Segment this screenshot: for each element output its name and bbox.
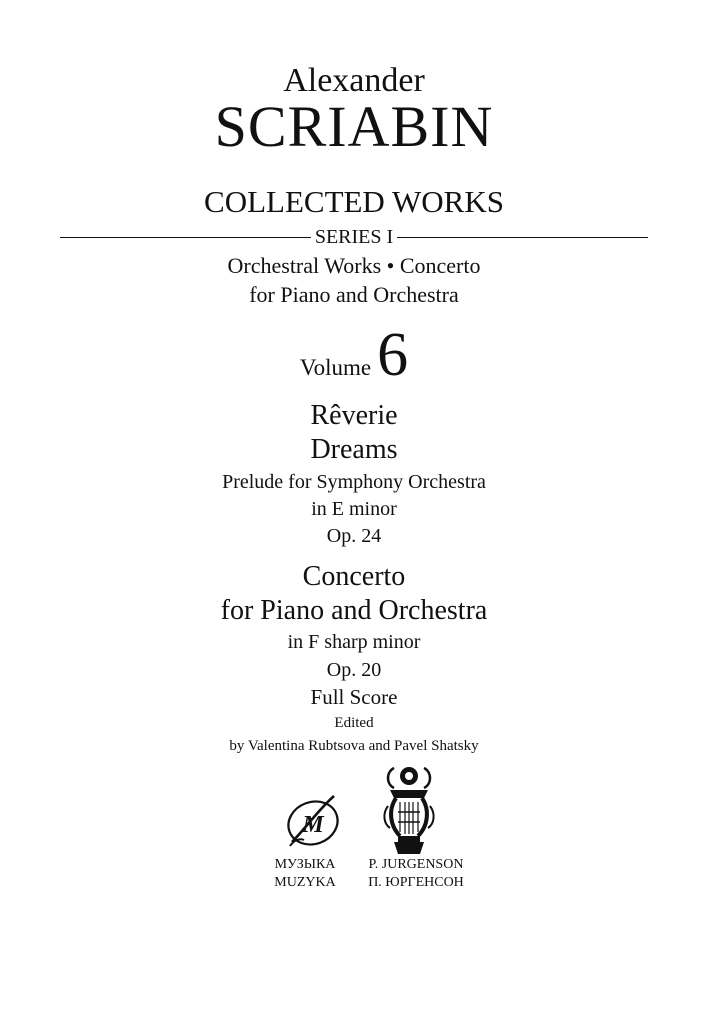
work1-title-french: Rêverie xyxy=(310,400,398,431)
divider-right xyxy=(397,237,648,238)
volume-heading xyxy=(0,321,708,389)
publisher-muzyka-latin: MUZYKA xyxy=(274,875,336,890)
collection-title: COLLECTED WORKS xyxy=(204,184,504,219)
work2-title-line1: Concerto xyxy=(302,561,406,592)
volume-number: 6 xyxy=(377,321,409,389)
series-description-line2: for Piano and Orchestra xyxy=(249,282,459,307)
series-heading xyxy=(60,224,648,250)
publisher-jurgenson-latin: P. JURGENSON xyxy=(368,857,464,872)
publisher-muzyka xyxy=(270,856,340,892)
work1-subtitle: Prelude for Symphony Orchestra xyxy=(222,471,486,493)
composer-first-name: Alexander xyxy=(283,62,425,99)
series-description-line1: Orchestral Works • Concerto xyxy=(227,253,481,278)
publisher-jurgenson-cyrillic: П. ЮРГЕНСОН xyxy=(368,875,464,890)
work1-opus: Op. 24 xyxy=(326,525,382,547)
muzyka-logo-letter: М xyxy=(302,812,324,838)
series-label: SERIES I xyxy=(314,226,394,248)
work1-title-english: Dreams xyxy=(310,434,398,465)
publisher-jurgenson xyxy=(356,856,476,892)
work2-opus: Op. 20 xyxy=(326,659,382,681)
edited-label: Edited xyxy=(334,715,374,731)
work1-key: in E minor xyxy=(311,498,397,520)
publisher-muzyka-cyrillic: МУЗЫКА xyxy=(274,857,336,872)
muzyka-logo-icon xyxy=(280,790,342,852)
score-format: Full Score xyxy=(310,685,398,709)
editors-line: by Valentina Rubtsova and Pavel Shatsky xyxy=(229,738,479,754)
jurgenson-lyre-emblem-icon xyxy=(380,762,438,858)
work2-title-line2: for Piano and Orchestra xyxy=(220,595,488,626)
work2-key: in F sharp minor xyxy=(287,631,421,653)
composer-surname: SCRIABIN xyxy=(214,94,494,159)
divider-left xyxy=(60,237,311,238)
volume-label: Volume xyxy=(299,355,372,380)
